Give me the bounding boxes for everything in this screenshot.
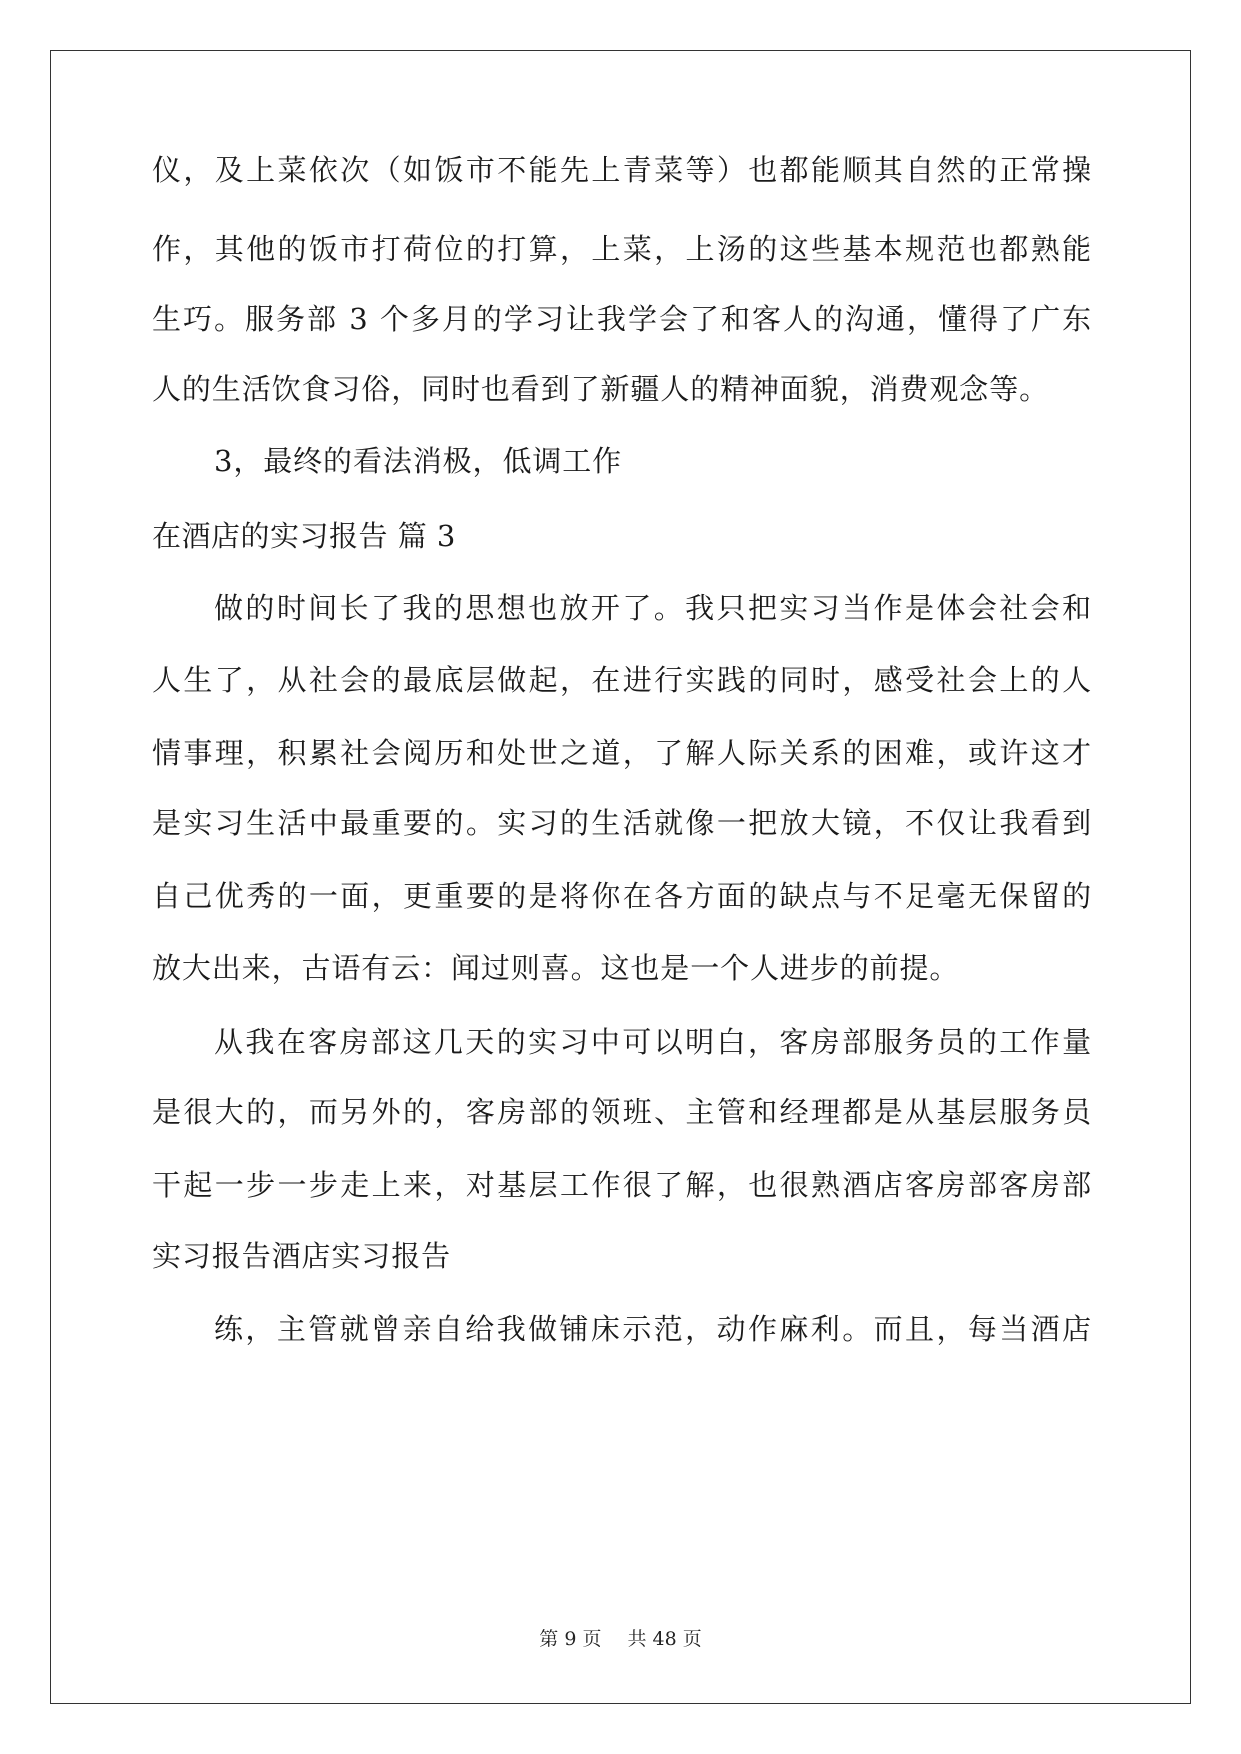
paragraph-line: 练，主管就曾亲自给我做铺床示范，动作麻利。而且，每当酒店 <box>214 1312 1092 1346</box>
paragraph-line: 从我在客房部这几天的实习中可以明白，客房部服务员的工作量 <box>214 1025 1092 1059</box>
section-heading: 在酒店的实习报告 篇 3 <box>152 519 456 553</box>
page-number: 第 9 页 <box>539 1628 602 1650</box>
paragraph-line: 做的时间长了我的思想也放开了。我只把实习当作是体会社会和 <box>214 591 1092 625</box>
paragraph-line: 作，其他的饭市打荷位的打算，上菜，上汤的这些基本规范也都熟能 <box>152 232 1092 266</box>
paragraph-line: 是很大的，而另外的，客房部的领班、主管和经理都是从基层服务员 <box>152 1095 1092 1129</box>
paragraph-line: 实习报告酒店实习报告 <box>152 1239 452 1273</box>
paragraph-line: 仪，及上菜依次（如饭市不能先上青菜等）也都能顺其自然的正常操 <box>152 153 1092 187</box>
paragraph-line: 自己优秀的一面，更重要的是将你在各方面的缺点与不足毫无保留的 <box>152 879 1092 913</box>
paragraph-line: 人的生活饮食习俗，同时也看到了新疆人的精神面貌，消费观念等。 <box>152 372 1050 406</box>
paragraph-line: 人生了，从社会的最底层做起，在进行实践的同时，感受社会上的人 <box>152 663 1092 697</box>
paragraph-line: 干起一步一步走上来，对基层工作很了解，也很熟酒店客房部客房部 <box>152 1168 1092 1202</box>
page-footer <box>0 1626 1241 1652</box>
paragraph-line: 情事理，积累社会阅历和处世之道，了解人际关系的困难，或许这才 <box>152 736 1092 770</box>
section-subheading: 3，最终的看法消极，低调工作 <box>214 444 623 478</box>
page-total: 共 48 页 <box>627 1628 702 1650</box>
paragraph-line: 是实习生活中最重要的。实习的生活就像一把放大镜，不仅让我看到 <box>152 806 1092 840</box>
paragraph-line: 放大出来，古语有云：闻过则喜。这也是一个人进步的前提。 <box>152 951 960 985</box>
paragraph-line: 生巧。服务部 3 个多月的学习让我学会了和客人的沟通，懂得了广东 <box>152 302 1092 336</box>
